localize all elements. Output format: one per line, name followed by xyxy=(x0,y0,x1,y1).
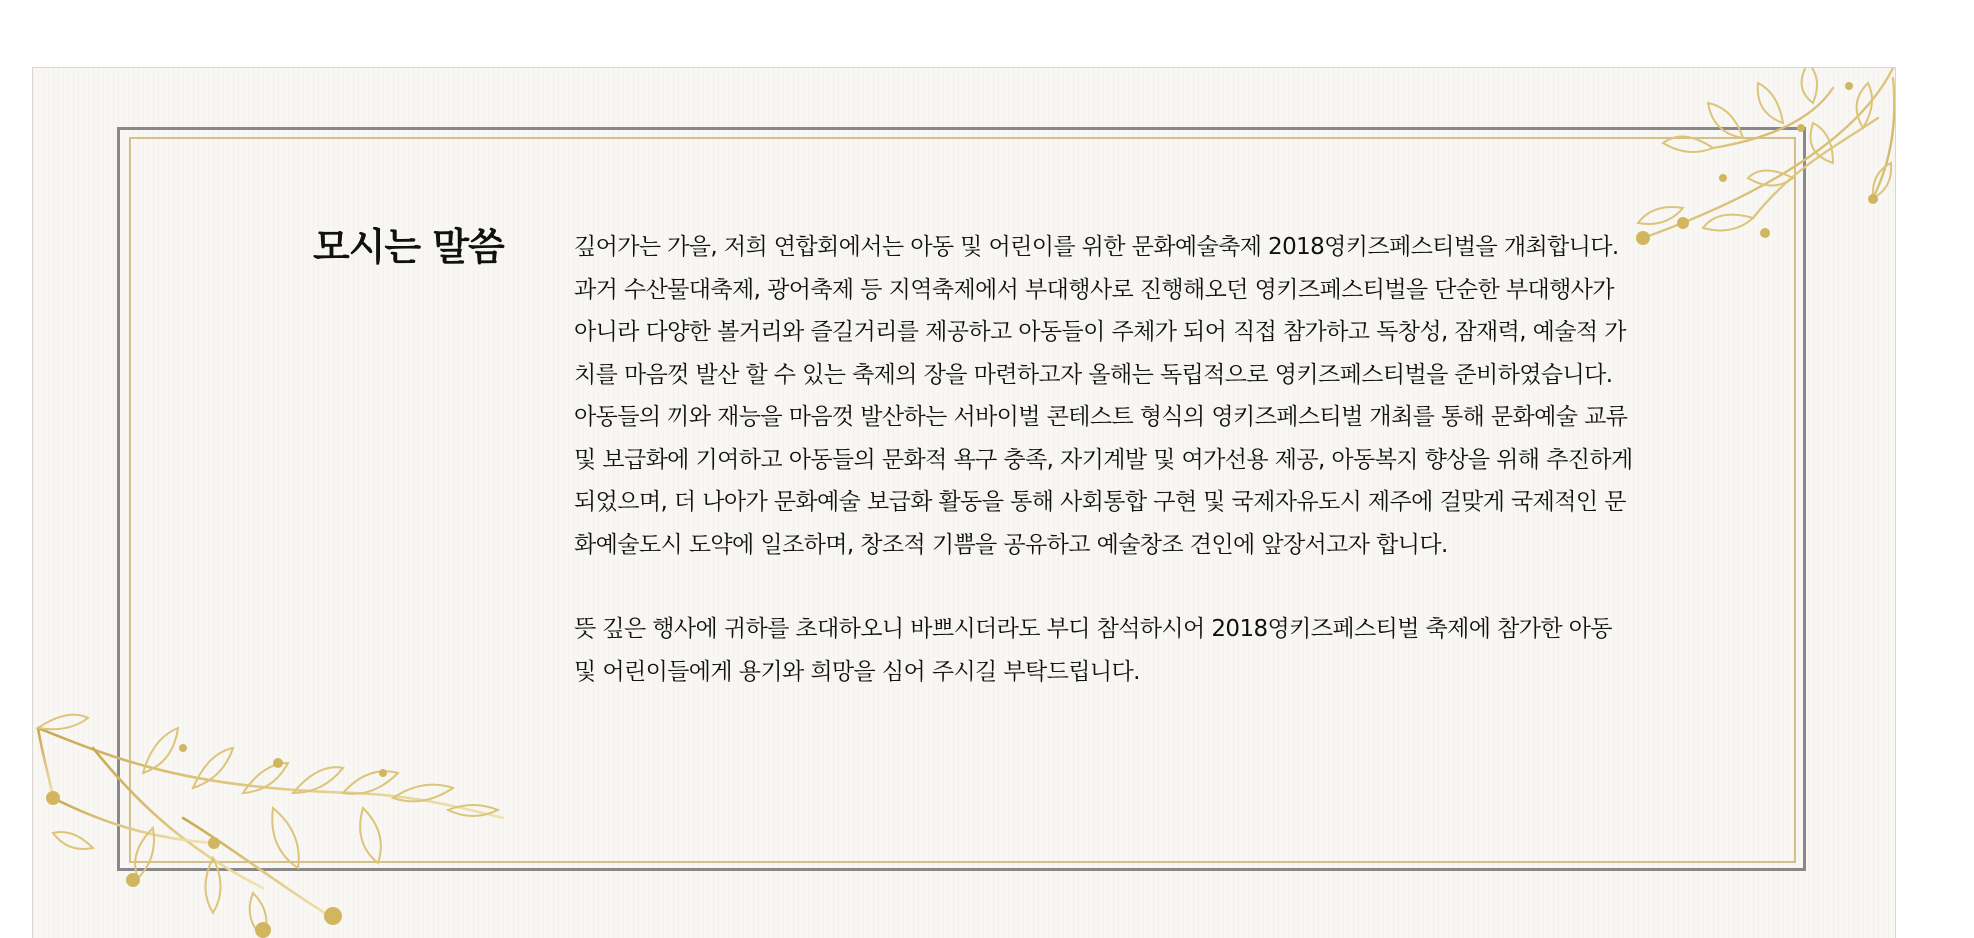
paragraph: 과거 수산물대축제, 광어축제 등 지역축제에서 부대행사로 진행해오던 영키즈페스티벌을 단순한 부대행사가 아니라 다양한 볼거리와 즐길거리를 제공하고 아동들이 주체가 되어 직접 참가하고 독창성, 잠재력, 예술적 가치를 마음껏 발산 할 수 있는 축제의 장을 마련하고자 올해는 독립적으로 영키즈페스티벌을 준비하였습니다. xyxy=(574,276,1626,388)
paragraph: 깊어가는 가을, 저희 연합회에서는 아동 및 어린이를 위한 문화예술축제 2018영키즈페스티벌을 개최합니다. xyxy=(574,234,1619,260)
invitation-card xyxy=(32,67,1896,938)
paragraph: 뜻 깊은 행사에 귀하를 초대하오니 바쁘시더라도 부디 참석하시어 2018영키즈페스티벌 축제에 참가한 아동 및 어린이들에게 용기와 희망을 심어 주시길 부탁드립니다. xyxy=(574,616,1612,685)
gold-leaf-branch-icon xyxy=(33,648,513,938)
paragraph: 아동들의 끼와 재능을 마음껏 발산하는 서바이벌 콘테스트 형식의 영키즈페스티벌 개최를 통해 문화예술 교류 및 보급화에 기여하고 아동들의 문화적 욕구 충족, 자기계발 및 여가선용 제공, 아동복지 향상을 위해 추진하게 되었으며, 더 나아가 문화예술 보급화 활동을 통해 사회통합 구현 및 국제자유도시 제주에 걸맞게 국제적인 문화예술도시 도약에 일조하며, 창조적 기쁨을 공유하고 예술창조 견인에 앞장서고자 합니다. xyxy=(574,404,1633,558)
invitation-body xyxy=(574,226,1634,693)
page-title: 모시는 말씀 xyxy=(313,225,504,269)
gold-leaf-branch-icon xyxy=(1533,68,1895,248)
